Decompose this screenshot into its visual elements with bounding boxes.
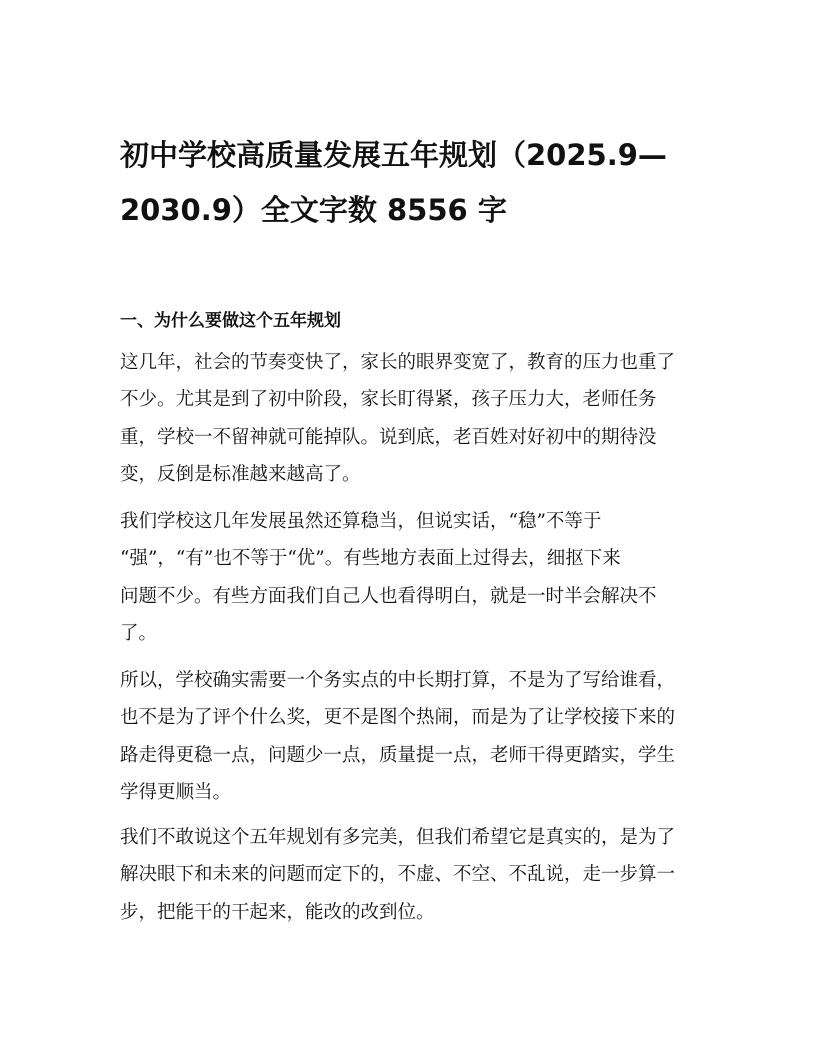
paragraph-line: 重，学校一不留神就可能掉队。说到底，老百姓对好初中的期待没	[120, 426, 657, 448]
title-line: 2030.9）全文字数 8556 字	[120, 193, 507, 227]
paragraph-line: 这几年，社会的节奏变快了，家长的眼界变宽了，教育的压力也重了	[120, 352, 676, 373]
paragraph-line: 我们不敢说这个五年规划有多完美，但我们希望它是真实的，是为了	[120, 827, 676, 848]
document-title	[120, 128, 667, 238]
paragraph-line: 不少。尤其是到了初中阶段，家长盯得紧，孩子压力大，老师任务	[120, 389, 657, 411]
title-line: 初中学校高质量发展五年规划（2025.9—	[120, 138, 667, 172]
paragraph-line: 步，把能干的干起来，能改的改到位。	[120, 901, 435, 923]
paragraph-line: 也不是为了评个什么奖，更不是图个热闹，而是为了让学校接下来的	[120, 707, 676, 729]
paragraph-line: 学得更顺当。	[120, 781, 232, 803]
paragraph-line: 问题不少。有些方面我们自己人也看得明白，就是一时半会解决不	[120, 585, 657, 607]
paragraph-line: 我们学校这几年发展虽然还算稳当，但说实话，“稳”不等于	[120, 511, 602, 532]
paragraph-line: 路走得更稳一点，问题少一点，质量提一点，老师干得更踏实，学生	[120, 744, 676, 766]
paragraph	[120, 819, 675, 931]
paragraph-line: 解决眼下和未来的问题而定下的，不虚、不空、不乱说，走一步算一	[120, 864, 676, 886]
section-heading: 一、为什么要做这个五年规划	[120, 311, 341, 331]
paragraph	[120, 344, 675, 493]
paragraph	[120, 503, 657, 652]
paragraph-line: “强”，“有”也不等于“优”。有些地方表面上过得去，细抠下来	[120, 548, 621, 570]
paragraph	[120, 662, 675, 811]
paragraph-line: 所以，学校确实需要一个务实点的中长期打算，不是为了写给谁看，	[120, 670, 676, 691]
paragraph-line: 了。	[120, 622, 158, 644]
paragraph-line: 变，反倒是标准越来越高了。	[120, 463, 361, 485]
